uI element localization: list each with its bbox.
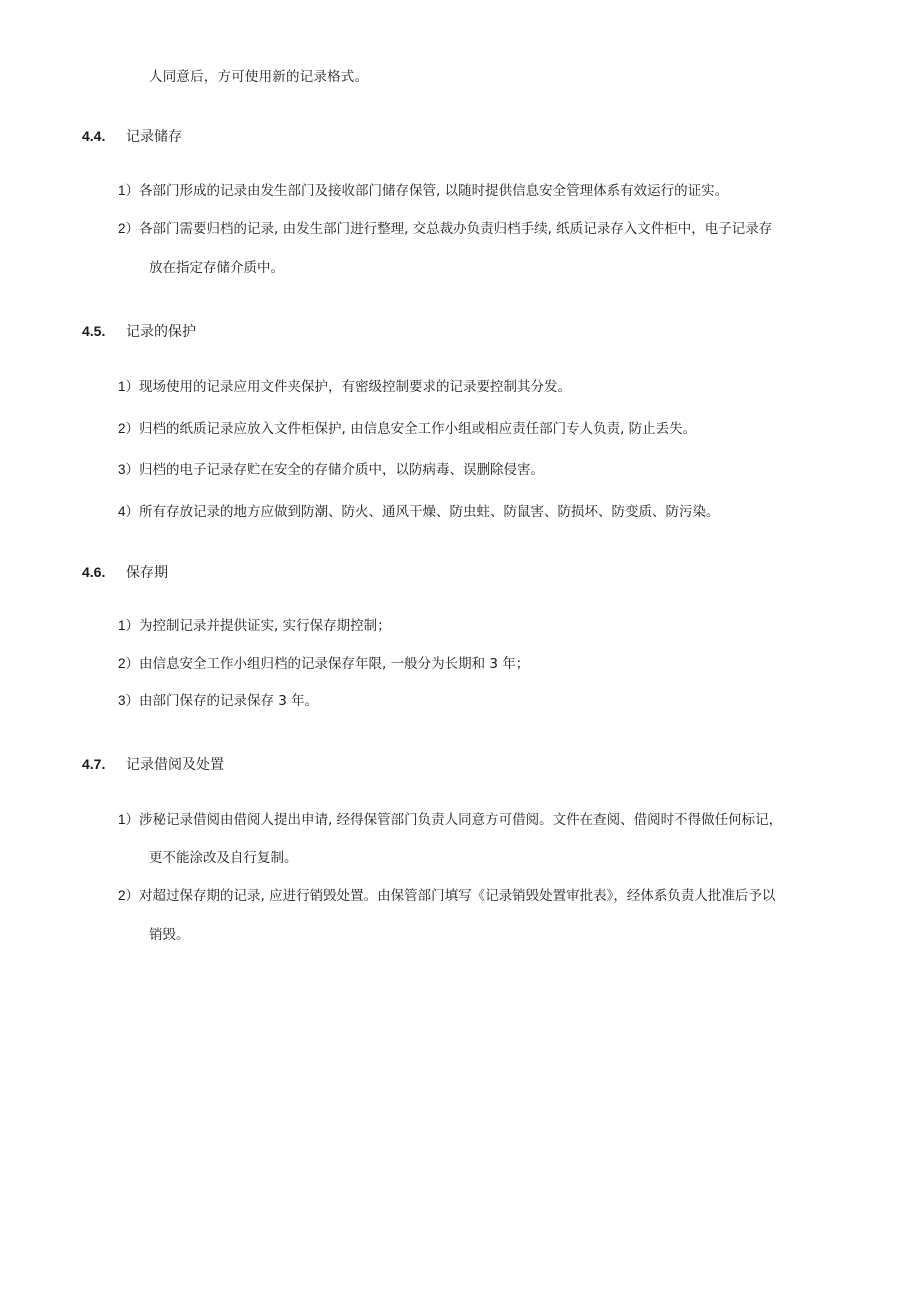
list-item-text: 由信息安全工作小组归档的记录保存年限, 一般分为长期和 3 年； bbox=[139, 656, 530, 672]
list-item-text: 现场使用的记录应用文件夹保护，有密级控制要求的记录要控制其分发。 bbox=[139, 379, 572, 395]
section-title: 记录的保护 bbox=[126, 324, 196, 340]
section-heading-4-6 bbox=[82, 563, 168, 582]
list-item-text: 归档的纸质记录应放入文件柜保护, 由信息安全工作小组或相应责任部门专人负责, 防止丢失。 bbox=[139, 421, 697, 437]
list-item-text: 各部门形成的记录由发生部门及接收部门储存保管, 以随时提供信息安全管理体系有效运行的证实。 bbox=[139, 183, 729, 199]
section-heading-4-4 bbox=[82, 127, 182, 146]
section-heading-4-7 bbox=[82, 755, 224, 774]
list-marker: 3） bbox=[118, 462, 140, 477]
list-item bbox=[118, 420, 696, 438]
list-item-text: 归档的电子记录存贮在安全的存储介质中，以防病毒、误删除侵害。 bbox=[139, 462, 545, 478]
list-item bbox=[118, 887, 775, 905]
list-marker: 2） bbox=[118, 656, 140, 671]
section-title: 记录借阅及处置 bbox=[126, 757, 224, 773]
list-marker: 1） bbox=[118, 812, 140, 827]
section-number: 4.5. bbox=[82, 323, 106, 339]
list-item-text: 所有存放记录的地方应做到防潮、防火、通风干燥、防虫蛀、防鼠害、防损坏、防变质、防污染。 bbox=[139, 504, 720, 520]
list-item-text: 对超过保存期的记录, 应进行销毁处置。由保管部门填写《记录销毁处置审批表》，经体系负责人批准后予以 bbox=[139, 888, 776, 904]
section-heading-4-5 bbox=[82, 322, 196, 341]
list-item bbox=[118, 655, 529, 673]
list-item bbox=[118, 503, 720, 521]
list-item bbox=[118, 378, 571, 396]
section-title: 保存期 bbox=[126, 565, 168, 581]
list-item-continuation: 放在指定存储介质中。 bbox=[149, 260, 284, 276]
list-marker: 1） bbox=[118, 379, 140, 394]
list-item-text: 涉秘记录借阅由借阅人提出申请, 经得保管部门负责人同意方可借阅。文件在查阅、借阅时不得做任何标记， bbox=[139, 812, 783, 828]
section-number: 4.6. bbox=[82, 564, 106, 580]
list-marker: 1） bbox=[118, 618, 140, 633]
list-marker: 1） bbox=[118, 183, 140, 198]
list-item-continuation: 销毁。 bbox=[149, 927, 190, 943]
list-marker: 3） bbox=[118, 693, 140, 708]
section-title: 记录储存 bbox=[126, 129, 182, 145]
list-item-text: 各部门需要归档的记录, 由发生部门进行整理, 交总裁办负责归档手续, 纸质记录存入文件柜中，电子记录存 bbox=[139, 221, 773, 237]
list-item bbox=[118, 461, 544, 479]
list-item-text: 为控制记录并提供证实, 实行保存期控制； bbox=[139, 618, 391, 634]
list-marker: 2） bbox=[118, 221, 140, 236]
list-item bbox=[118, 182, 728, 200]
list-item bbox=[118, 617, 391, 635]
list-item bbox=[118, 692, 318, 710]
list-item bbox=[118, 811, 782, 829]
intro-continuation: 人同意后，方可使用新的记录格式。 bbox=[149, 69, 369, 85]
list-item bbox=[118, 220, 772, 238]
list-marker: 4） bbox=[118, 504, 140, 519]
section-number: 4.4. bbox=[82, 128, 106, 144]
section-number: 4.7. bbox=[82, 756, 106, 772]
list-item-continuation: 更不能涂改及自行复制。 bbox=[149, 850, 298, 866]
list-marker: 2） bbox=[118, 421, 140, 436]
list-marker: 2） bbox=[118, 888, 140, 903]
list-item-text: 由部门保存的记录保存 3 年。 bbox=[139, 693, 319, 709]
